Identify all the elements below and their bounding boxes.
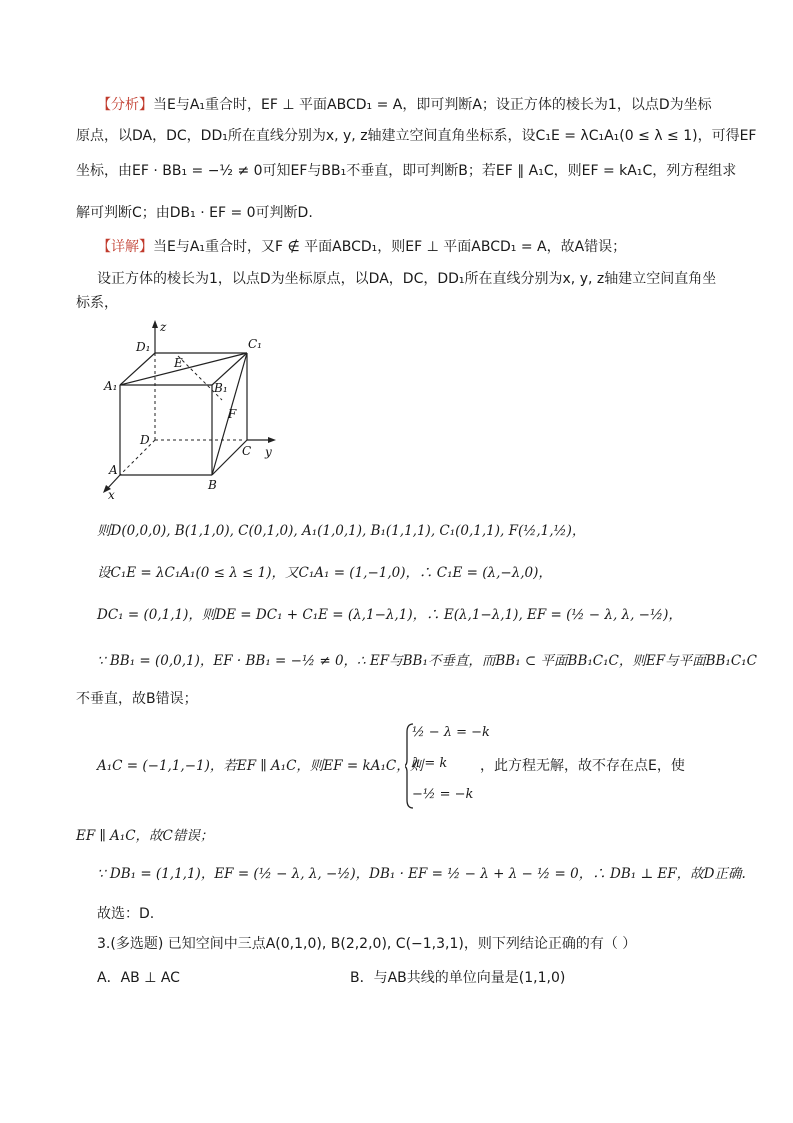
option-a: A．AB ⊥ AC (97, 970, 180, 986)
detail-tag: 【详解】 (97, 239, 153, 255)
step-1: 则D(0,0,0), B(1,1,0), C(0,1,0), A₁(1,0,1), B₁(1,1,1), C₁(0,1,1), F(½,1,½)， (97, 523, 586, 539)
analysis-line-3: 坐标，由EF · BB₁ = −½ ≠ 0可知EF与BB₁不垂直，即可判断B；若EF ∥ A₁C，则EF = kA₁C，列方程组求 (76, 163, 737, 179)
label-d1: D₁ (136, 340, 151, 354)
step-5: 不垂直，故B错误； (76, 691, 198, 707)
label-y: y (265, 445, 272, 459)
step-2: 设C₁E = λC₁A₁(0 ≤ λ ≤ 1)，又C₁A₁ = (1,−1,0)，∴ C₁E = (λ,−λ,0)， (97, 565, 552, 581)
label-b: B (208, 478, 217, 492)
step-6a: A₁C = (−1,1,−1)，若EF ∥ A₁C，则EF = kA₁C，则 (97, 758, 424, 774)
step-8: ∵ DB₁ = (1,1,1)，EF = (½ − λ, λ, −½)，DB₁ · EF = ½ − λ + λ − ½ = 0，∴ DB₁ ⊥ EF，故D正确. (97, 866, 746, 882)
system-eq-1: ½ − λ = −k (412, 725, 490, 740)
option-b: B．与AB共线的单位向量是(1,1,0) (350, 970, 566, 986)
axis-y-arrow (268, 437, 276, 443)
label-c: C (242, 444, 252, 458)
step-4: ∵ BB₁ = (0,0,1)，EF · BB₁ = −½ ≠ 0，∴ EF与BB₁不垂直，而BB₁ ⊂ 平面BB₁C₁C，则EF与平面BB₁C₁C (97, 653, 757, 669)
analysis-line-1: 【分析】当E与A₁重合时，EF ⊥ 平面ABCD₁ = A，即可判断A；设正方体的棱长为1，以点D为坐标 (97, 97, 712, 113)
analysis-tag: 【分析】 (97, 97, 153, 113)
step-3: DC₁ = (0,1,1)，则DE = DC₁ + C₁E = (λ,1−λ,1)，∴ E(λ,1−λ,1), EF = (½ − λ, λ, −½)， (97, 607, 682, 623)
label-x: x (108, 488, 115, 502)
axis-z-arrow (152, 320, 158, 328)
step-6b: ，此方程无解，故不存在点E，使 (480, 758, 685, 774)
step-7: EF ∥ A₁C，故C错误； (76, 828, 214, 844)
label-b1: B₁ (214, 381, 228, 395)
step-9: 故选：D. (97, 906, 155, 922)
system-eq-3: −½ = −k (412, 787, 474, 802)
edge-da (120, 440, 155, 475)
detail-line-2: 设正方体的棱长为1，以点D为坐标原点，以DA，DC，DD₁所在直线分别为x, y, z轴建立空间直角坐 (97, 271, 717, 287)
label-f: F (228, 407, 237, 421)
system-eq-2: λ = k (412, 756, 448, 771)
diag-a1c1 (120, 353, 247, 385)
label-e: E (174, 356, 183, 370)
analysis-line-2: 原点，以DA，DC，DD₁所在直线分别为x, y, z轴建立空间直角坐标系，设C₁E = λC₁A₁(0 ≤ λ ≤ 1)，可得EF (76, 128, 757, 144)
detail-line-1: 【详解】当E与A₁重合时，又F ∉ 平面ABCD₁，则EF ⊥ 平面ABCD₁ = A，故A错误； (97, 239, 627, 255)
label-c1: C₁ (248, 337, 262, 351)
label-z: z (160, 320, 167, 334)
label-d: D (140, 433, 150, 447)
analysis-line-4: 解可判断C；由DB₁ · EF = 0可判断D. (76, 205, 313, 221)
label-a1: A₁ (104, 379, 118, 393)
label-a: A (109, 463, 118, 477)
detail-line-3: 标系， (76, 295, 118, 311)
question-3: 3.(多选题) 已知空间中三点A(0,1,0), B(2,2,0), C(−1,3,1)，则下列结论正确的有（ ） (97, 936, 637, 952)
cube-figure (100, 318, 290, 503)
